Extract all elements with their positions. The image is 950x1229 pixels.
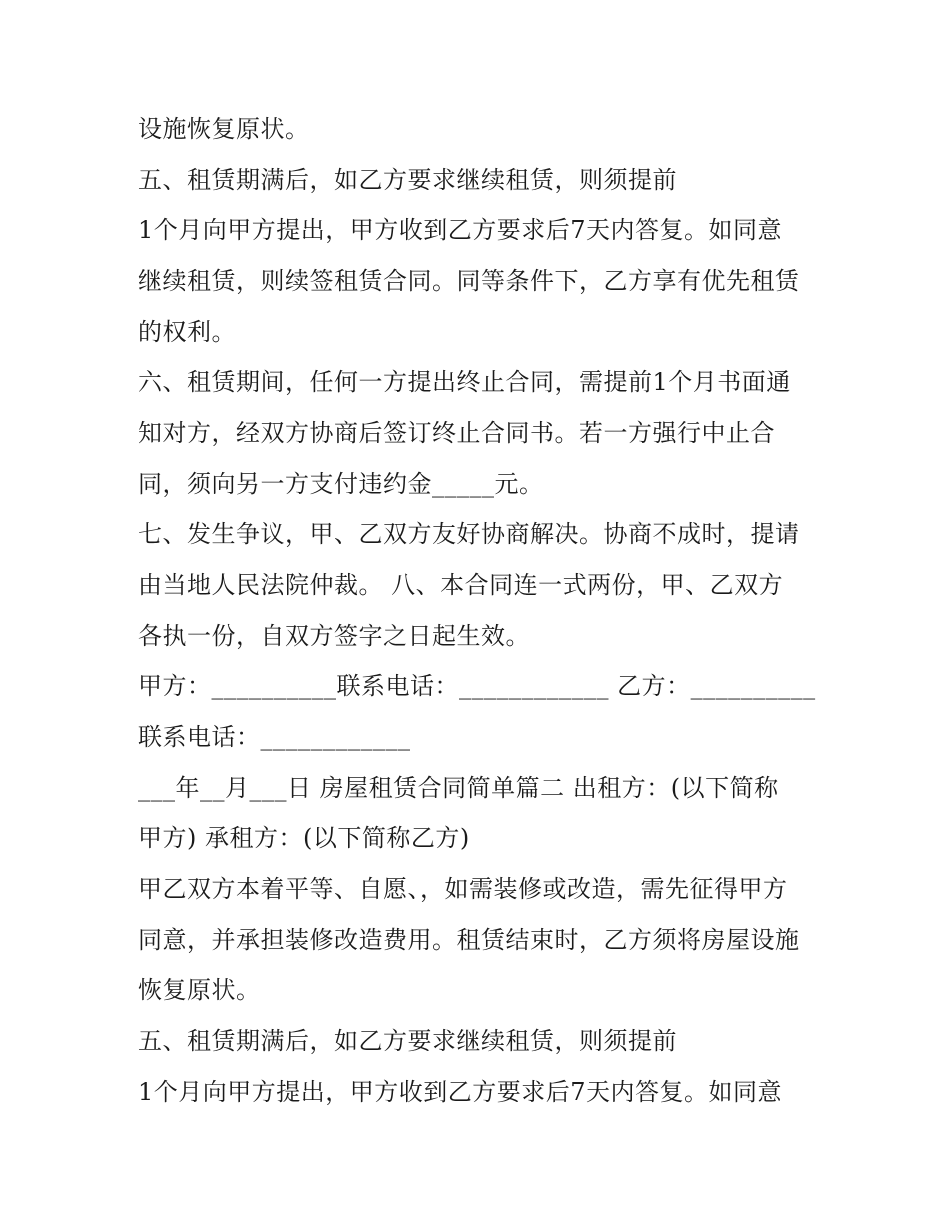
text-line: 1个月向甲方提出，甲方收到乙方要求后7天内答复。如同意: [138, 1078, 783, 1106]
text-line: 甲方) 承租方：(以下简称乙方): [138, 824, 470, 852]
text-line: 同意，并承担装修改造费用。租赁结束时，乙方须将房屋设施: [138, 926, 800, 954]
text-line: ___年__月___日 房屋租赁合同简单篇二 出租方：(以下简称: [138, 774, 779, 802]
text-line: 联系电话：____________: [138, 723, 411, 751]
text-line: 继续租赁，则续签租赁合同。同等条件下，乙方享有优先租赁: [138, 267, 800, 295]
text-line: 设施恢复原状。: [138, 115, 310, 143]
text-line: 甲乙双方本着平等、自愿、，如需装修或改造，需先征得甲方: [138, 875, 788, 903]
text-line: 五、租赁期满后，如乙方要求继续租赁，则须提前: [138, 166, 677, 194]
text-line: 六、租赁期间，任何一方提出终止合同，需提前1个月书面通: [138, 368, 791, 396]
text-line: 甲方：__________联系电话：____________ 乙方：__________: [138, 672, 816, 700]
text-line: 同，须向另一方支付违约金_____元。: [138, 470, 544, 498]
text-line: 恢复原状。: [138, 976, 261, 1004]
text-line: 由当地人民法院仲裁。 八、本合同连一式两份，甲、乙双方: [138, 571, 784, 599]
text-line: 知对方，经双方协商后签订终止合同书。若一方强行中止合: [138, 419, 775, 447]
text-line: 各执一份，自双方签字之日起生效。: [138, 622, 530, 650]
text-line: 1个月向甲方提出，甲方收到乙方要求后7天内答复。如同意: [138, 216, 783, 244]
text-line: 五、租赁期满后，如乙方要求继续租赁，则须提前: [138, 1027, 677, 1055]
text-line: 的权利。: [138, 318, 236, 346]
text-line: 七、发生争议，甲、乙双方友好协商解决。协商不成时，提请: [138, 520, 800, 548]
